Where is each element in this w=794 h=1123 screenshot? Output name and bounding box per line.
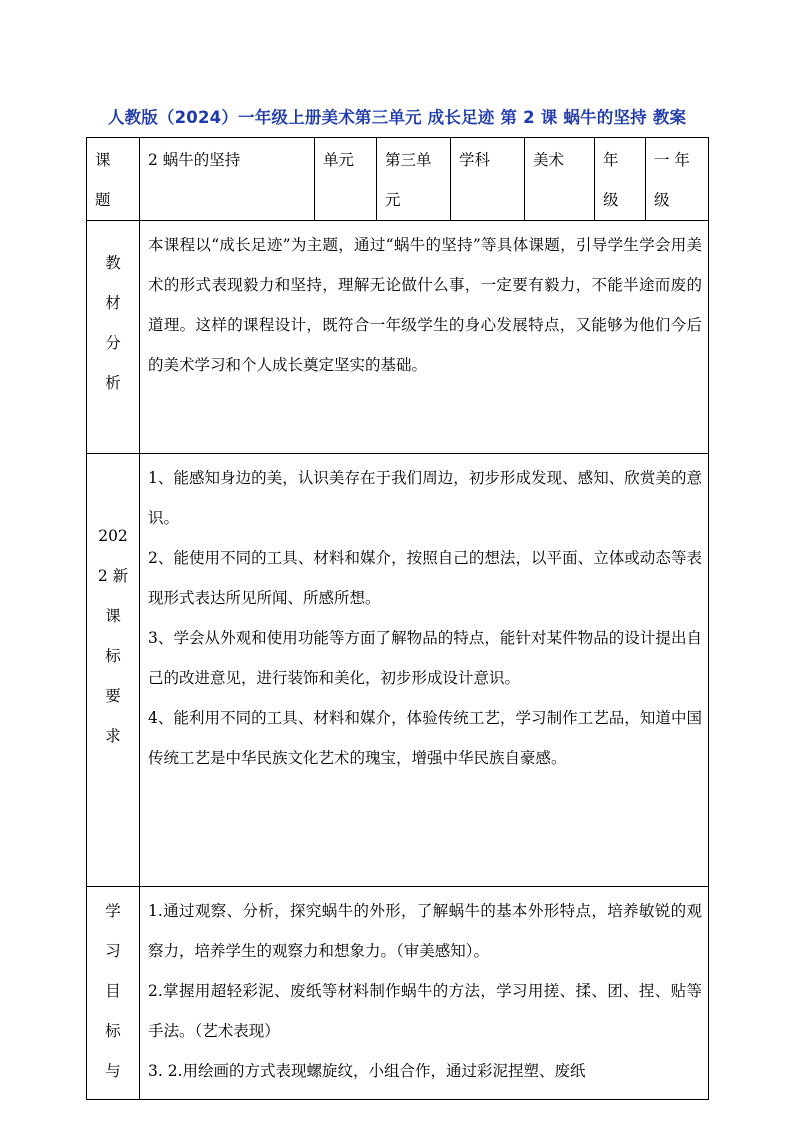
label-char: 教 [105,254,121,272]
subject-label-cell [451,138,525,221]
unit-label: 单元 [323,151,355,169]
grade-label-cell [595,138,646,221]
subject-label: 学科 [459,151,491,169]
standard-item: 1、能感知身边的美，认识美存在于我们周边，初步形成发现、感知、欣赏美的意识。 [148,469,702,527]
document-title: 人教版（2024）一年级上册美术第三单元 成长足迹 第 2 课 蜗牛的坚持 教案 [107,108,687,127]
unit-value-line: 元 [385,191,401,209]
label-char: 习 [105,942,121,960]
grade-value-line: 一 年 [654,151,690,169]
objective-item: 2.掌握用超轻彩泥、废纸等材料制作蜗牛的方法，学习用搓、揉、团、捏、贴等手法。（艺术表现） [148,982,702,1040]
label-char: 要 [105,687,121,705]
curriculum-standards-row [87,454,709,887]
label-char: 标 [105,1022,121,1040]
lesson-plan-table [86,137,709,1100]
standard-item: 4、能利用不同的工具、材料和媒介，体验传统工艺，学习制作工艺品，知道中国传统工艺是中华民族文化艺术的瑰宝，增强中华民族自豪感。 [148,709,702,767]
label-char: 与 [105,1062,121,1080]
unit-label-cell [315,138,377,221]
textbook-analysis-text: 本课程以“成长足迹”为主题，通过“蜗牛的坚持”等具体课题，引导学生学会用美术的形式表现毅力和坚持，理解无论做什么事，一定要有毅力，不能半途而废的道理。这样的课程设计，既符合一年级学生的身心发展特点，又能够为他们今后的美术学习和个人成长奠定坚实的基础。 [148,236,702,374]
label-char: 求 [105,727,121,745]
label-char: 分 [105,334,121,352]
standard-item: 3、学会从外观和使用功能等方面了解物品的特点，能针对某件物品的设计提出自己的改进意见，进行装饰和美化，初步形成设计意识。 [148,629,702,687]
curriculum-standards-text-cell [140,454,709,887]
lesson-value: 2 蜗牛的坚持 [148,151,241,169]
objective-item: 1.通过观察、分析，探究蜗牛的外形，了解蜗牛的基本外形特点，培养敏锐的观察力，培养学生的观察力和想象力。（审美感知）。 [148,902,702,960]
subject-value: 美术 [533,151,565,169]
learning-objectives-text-cell [140,887,709,1100]
textbook-analysis-text-cell [140,221,709,454]
label-char: 标 [105,647,121,665]
header-row [87,138,709,221]
label-char: 目 [105,982,121,1000]
label-char: 材 [105,294,121,312]
learning-objectives-row [87,887,709,1100]
grade-label-line: 年 [603,151,619,169]
curriculum-standards-label [87,454,140,887]
label-char: 学 [105,902,121,920]
standard-item: 2、能使用不同的工具、材料和媒介，按照自己的想法，以平面、立体或动态等表现形式表达所见所闻、所感所想。 [148,549,702,607]
textbook-analysis-row [87,221,709,454]
grade-value-line: 级 [654,191,670,209]
lesson-value-cell [140,138,315,221]
textbook-analysis-label [87,221,140,454]
grade-value-cell [646,138,709,221]
label-char: 2 新 [97,567,129,585]
objective-item: 3. 2.用绘画的方式表现螺旋纹，小组合作，通过彩泥捏塑、废纸 [148,1062,586,1080]
label-char: 析 [105,374,121,392]
lesson-label-cell [87,138,140,221]
unit-value-cell [377,138,451,221]
lesson-label-line: 课 [95,151,111,169]
label-char: 202 [98,527,128,545]
lesson-label-line: 题 [95,191,111,209]
subject-value-cell [525,138,595,221]
label-char: 课 [105,607,121,625]
learning-objectives-label [87,887,140,1100]
grade-label-line: 级 [603,191,619,209]
unit-value-line: 第三单 [385,151,432,169]
